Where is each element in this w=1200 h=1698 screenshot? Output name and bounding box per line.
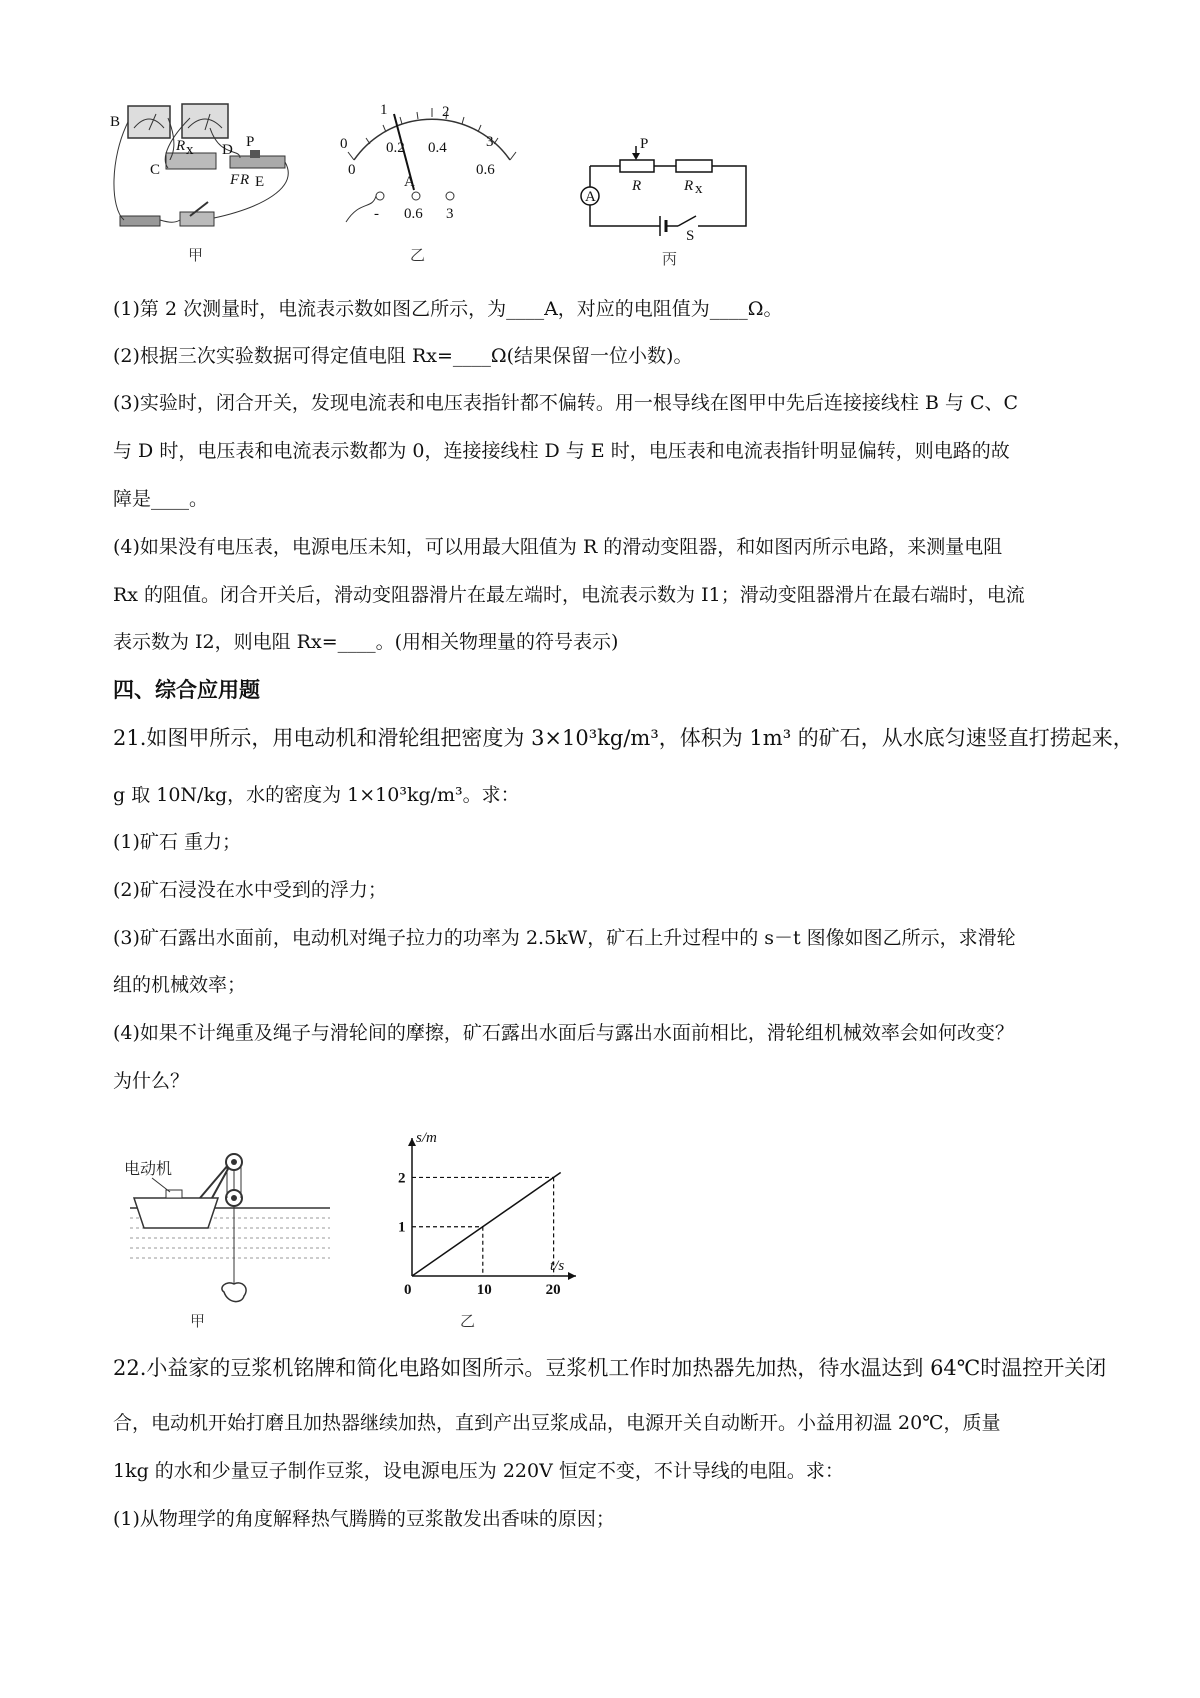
label-P: P	[640, 136, 649, 152]
x-tick-0: 0	[404, 1282, 412, 1298]
caption-jia: 甲	[188, 246, 204, 264]
x-axis-label: t/s	[550, 1258, 565, 1274]
q21-item-3-cont: 组的机械效率；	[113, 974, 247, 996]
motor-label: 电动机	[124, 1159, 173, 1178]
caption-yi: 乙	[410, 246, 426, 264]
q20-line-1: (1)第 2 次测量时，电流表示数如图乙所示，为____A，对应的电阻值为____Ω。	[113, 298, 783, 320]
q20-line-2: (2)根据三次实验数据可得定值电阻 Rx=____Ω(结果保留一位小数)。	[113, 345, 693, 367]
q21-item-4-cont: 为什么？	[113, 1070, 190, 1092]
q21-item-4: (4)如果不计绳重及绳子与滑轮间的摩擦，矿石露出水面后与露出水面前相比，滑轮组机械效率会如何改变？	[113, 1022, 1014, 1044]
x-tick-10: 10	[476, 1282, 492, 1298]
x-tick-20: 20	[545, 1282, 561, 1298]
q20-line-4: 与 D 时，电压表和电流表示数都为 0，连接接线柱 D 与 E 时，电压表和电流表指针明显偏转，则电路的故	[113, 440, 1010, 462]
section-heading: 四、综合应用题	[113, 677, 260, 702]
dial-top-0: 0	[340, 136, 348, 152]
y-tick-2: 2	[398, 1170, 406, 1187]
dial-top-2: 2	[442, 104, 450, 120]
dial-top-1: 1	[380, 102, 388, 118]
q22-line-2: 合，电动机开始打磨且加热器继续加热，直到产出豆浆成品，电源开关自动断开。小益用初温 20℃，质量	[113, 1412, 1001, 1434]
q20-line-3: (3)实验时，闭合开关，发现电流表和电压表指针都不偏转。用一根导线在图甲中先后连接接线柱 B 与 C、C	[113, 392, 1019, 414]
label-R: R	[240, 172, 250, 188]
q20-line-7: Rx 的阻值。闭合开关后，滑动变阻器滑片在最左端时，电流表示数为 I1；滑动变阻器滑片在最右端时，电流	[113, 584, 1025, 606]
q22-line-3: 1kg 的水和少量豆子制作豆浆，设电源电压为 220V 恒定不变，不计导线的电阻。求：	[113, 1460, 844, 1482]
q21-item-3: (3)矿石露出水面前，电动机对绳子拉力的功率为 2.5kW，矿石上升过程中的 s－t 图像如图乙所示，求滑轮	[113, 927, 1016, 949]
ammeter-symbol-A: A	[585, 189, 596, 205]
q21-item-2: (2)矿石浸没在水中受到的浮力；	[113, 879, 387, 901]
caption-bing: 丙	[662, 250, 678, 268]
q21-item-1: (1)矿石 重力；	[113, 831, 241, 853]
label-B: B	[110, 114, 121, 130]
figure-bing-circuit	[578, 136, 758, 268]
figure-yi-ammeter	[340, 100, 530, 268]
q20-line-8: 表示数为 I2，则电阻 Rx=____。(用相关物理量的符号表示)	[113, 631, 619, 653]
dial-unit: A	[404, 174, 415, 190]
x-axis-arrow	[568, 1272, 576, 1280]
series-line	[412, 1173, 561, 1277]
terminal-0-6: 0.6	[404, 206, 423, 222]
terminal-minus: -	[374, 206, 379, 222]
q21-line-1: 21.如图甲所示，用电动机和滑轮组把密度为 3×10³kg/m³，体积为 1m³ 的矿石，从水底匀速竖直打捞起来，	[113, 726, 1134, 750]
q20-line-5: 障是____。	[113, 488, 209, 510]
label-Rx-sub: x	[186, 142, 194, 158]
figure-yi-st-graph	[390, 1130, 590, 1330]
label-C: C	[150, 162, 161, 178]
caption-yi-bottom: 乙	[460, 1312, 476, 1330]
label-Rx: R	[684, 178, 694, 194]
label-Rx-sub: x	[695, 181, 703, 197]
dial-bottom-0-4: 0.4	[428, 140, 447, 156]
dial-bottom-0: 0	[348, 162, 356, 178]
dial-bottom-0-6: 0.6	[476, 162, 495, 178]
y-axis-arrow	[408, 1138, 416, 1146]
q22-line-4: (1)从物理学的角度解释热气腾腾的豆浆散发出香味的原因；	[113, 1508, 615, 1530]
dial-bottom-0-2: 0.2	[386, 140, 405, 156]
figure-jia-pulley	[124, 1140, 330, 1330]
terminal-3: 3	[446, 206, 454, 222]
q21-line-2: g 取 10N/kg，水的密度为 1×10³kg/m³。求：	[113, 784, 520, 806]
label-R: R	[632, 178, 642, 194]
label-F: F	[230, 172, 240, 188]
dial-top-3: 3	[486, 134, 494, 150]
q22-line-1: 22.小益家的豆浆机铭牌和简化电路如图所示。豆浆机工作时加热器先加热，待水温达到 64℃时温控开关闭	[113, 1356, 1107, 1380]
figure-jia-apparatus	[110, 98, 310, 268]
q20-line-6: (4)如果没有电压表，电源电压未知，可以用最大阻值为 R 的滑动变阻器，和如图丙所示电路，来测量电阻	[113, 536, 1003, 558]
label-S: S	[686, 228, 695, 244]
label-Rx: R	[176, 138, 186, 154]
label-P: P	[246, 134, 255, 150]
caption-jia-bottom: 甲	[190, 1312, 206, 1330]
label-D: D	[222, 142, 233, 158]
label-E: E	[255, 174, 265, 190]
y-tick-1: 1	[398, 1219, 406, 1236]
y-axis-label: s/m	[416, 1130, 437, 1146]
